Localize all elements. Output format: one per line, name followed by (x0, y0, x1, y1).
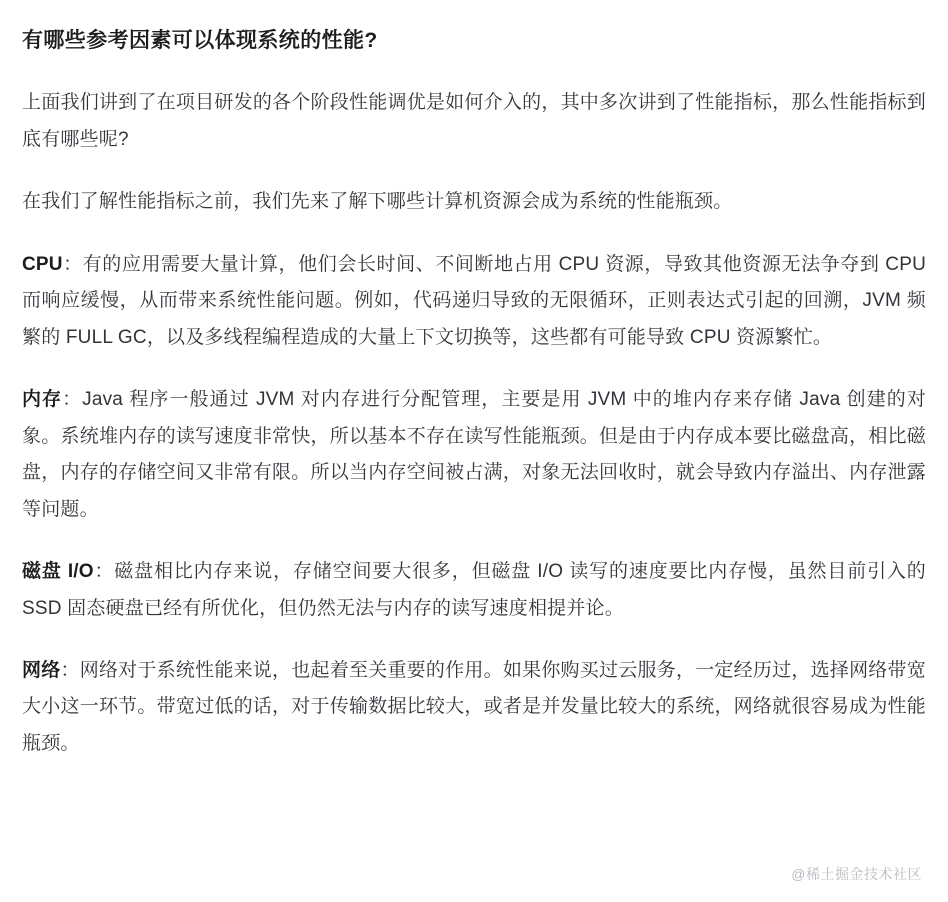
term-label-cpu: CPU (22, 253, 63, 275)
term-label-network: 网络 (22, 660, 61, 682)
paragraph-text: ：Java 程序一般通过 JVM 对内存进行分配管理，主要是用 JVM 中的堆内存来存储 Java 创建的对象。系统堆内存的读写速度非常快，所以基本不存在读写性能瓶颈。但是由于内存成本要比磁盘高，相比磁盘，内存的存储空间又非常有限。所以当内存空间被占满，对象无法回收时，就会导致内存溢出、内存泄露等问题。 (22, 389, 926, 520)
watermark: @稀土掘金技术社区 (791, 866, 922, 882)
paragraph-intro-2 (22, 184, 926, 220)
paragraph-network (22, 653, 926, 762)
paragraph-text: 上面我们讲到了在项目研发的各个阶段性能调优是如何介入的，其中多次讲到了性能指标，那么性能指标到底有哪些呢? (22, 92, 926, 150)
paragraph-memory (22, 382, 926, 528)
paragraph-text: 在我们了解性能指标之前，我们先来了解下哪些计算机资源会成为系统的性能瓶颈。 (22, 191, 733, 213)
paragraph-intro-1 (22, 85, 926, 158)
paragraph-text: ：磁盘相比内存来说，存储空间要大很多，但磁盘 I/O 读写的速度要比内存慢，虽然目前引入的 SSD 固态硬盘已经有所优化，但仍然无法与内存的读写速度相提并论。 (22, 561, 926, 619)
term-label-memory: 内存 (22, 389, 63, 411)
paragraph-text: ：网络对于系统性能来说，也起着至关重要的作用。如果你购买过云服务，一定经历过，选择网络带宽大小这一环节。带宽过低的话，对于传输数据比较大，或者是并发量比较大的系统，网络就很容易成为性能瓶颈。 (22, 660, 926, 754)
paragraph-disk-io (22, 554, 926, 627)
paragraph-text: ：有的应用需要大量计算，他们会长时间、不间断地占用 CPU 资源，导致其他资源无法争夺到 CPU 而响应缓慢，从而带来系统性能问题。例如，代码递归导致的无限循环，正则表达式引起的回溯，JVM 频繁的 FULL GC，以及多线程编程造成的大量上下文切换等，这些都有可能导致 CPU 资源繁忙。 (22, 253, 926, 348)
paragraph-cpu (22, 247, 926, 356)
term-label-disk-io: 磁盘 I/O (22, 561, 94, 583)
page-title: 有哪些参考因素可以体现系统的性能? (22, 29, 378, 52)
